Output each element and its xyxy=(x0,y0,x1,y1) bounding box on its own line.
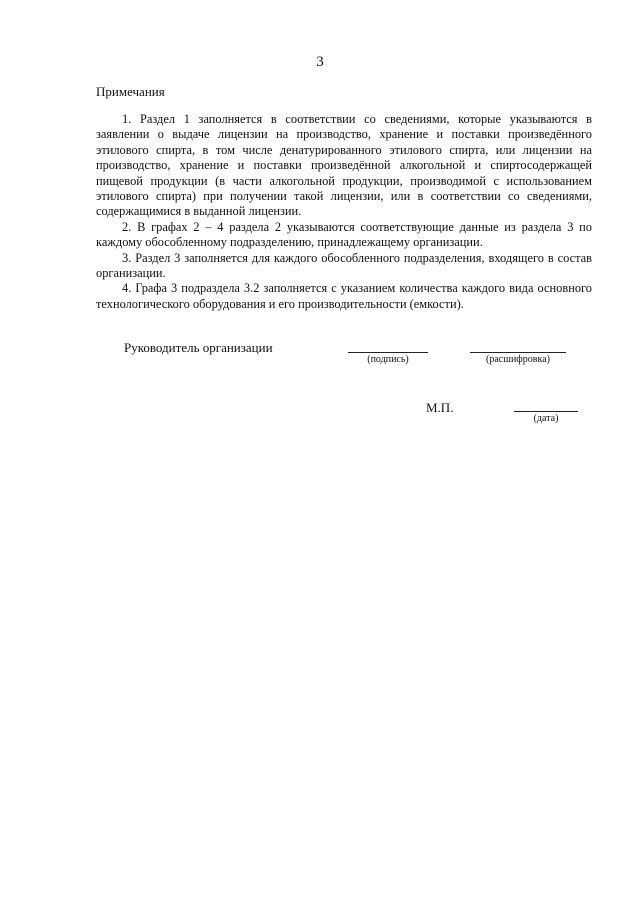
notes-title: Примечания xyxy=(96,84,165,99)
notes-list xyxy=(96,112,592,312)
head-of-organization-label: Руководитель организации xyxy=(124,340,273,355)
note-item: 2. В графах 2 – 4 раздела 2 указываются соответствующие данные из раздела 3 по каждому обособленному подразделению, принадлежащему организации. xyxy=(96,219,592,250)
signature-line xyxy=(348,352,428,353)
date-caption: (дата) xyxy=(533,413,559,424)
date-line xyxy=(514,411,578,412)
decoding-caption: (расшифровка) xyxy=(486,354,550,365)
decoding-line xyxy=(470,352,566,353)
signature-caption: (подпись) xyxy=(367,354,409,365)
note-item: 4. Графа 3 подраздела 3.2 заполняется с указанием количества каждого вида основного технологического оборудования и его производительности (емкости). xyxy=(96,281,592,311)
page-number: 3 xyxy=(316,54,324,70)
note-item: 3. Раздел 3 заполняется для каждого обособленного подразделения, входящего в состав организации. xyxy=(96,250,592,281)
stamp-label: М.П. xyxy=(426,400,454,415)
note-item: 1. Раздел 1 заполняется в соответствии со сведениями, которые указываются в заявлении о выдаче лицензии на производство, хранение и поставки произведённого этилового спирта, в том числе денатурированного этилового спирта, или лицензии на производство, хранение и поставки произведённой алкогольной и спиртосодержащей пищевой продукции (в части алкогольной продукции, производимой с использованием этилового спирта) при получении такой лицензии, или в соответствии со сведениями, содержащимися в выданной лицензии. xyxy=(96,112,592,219)
